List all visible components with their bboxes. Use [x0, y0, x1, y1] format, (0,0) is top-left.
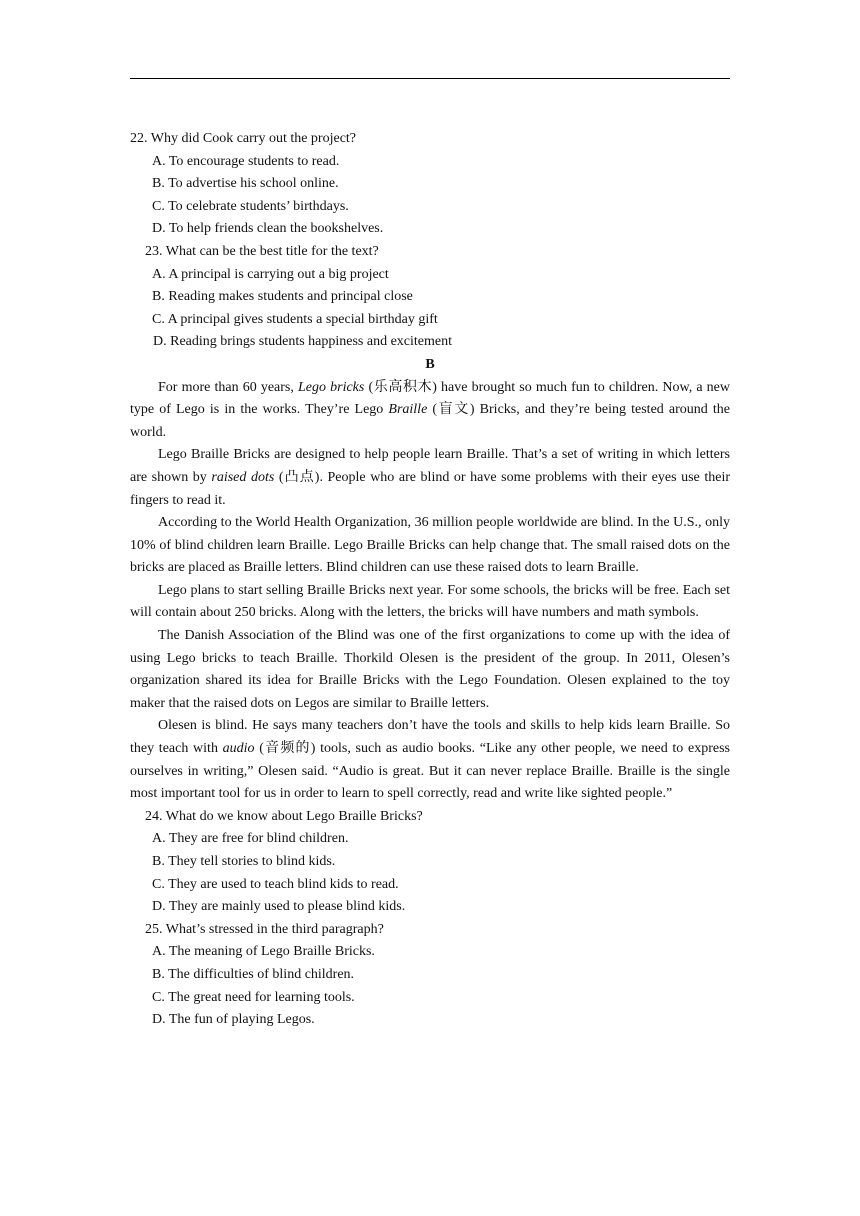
question-25-option-b: B. The difficulties of blind children.: [152, 966, 355, 982]
p1-text-b: (乐高积木) have brought so much fun to children. Now, a new type of Lego is in the works. They’re Lego: [130, 379, 730, 418]
question-22-stem: 22. Why did Cook carry out the project?: [130, 131, 357, 146]
passage-paragraph-6: [130, 715, 730, 805]
question-25-stem: 25. What’s stressed in the third paragraph?: [145, 921, 384, 937]
p6-text-a: Olesen is blind. He says many teachers don’t have the tools and skills to help kids learn Braille. So they teach with: [130, 718, 730, 757]
p6-term-audio: audio: [222, 741, 255, 757]
header-rule: [130, 78, 730, 79]
p1-term-braille: Braille: [388, 402, 428, 418]
p2-text-a: Lego Braille Bricks are designed to help people learn Braille. That’s a set of writing in which letters are shown by: [130, 447, 730, 485]
p1-text-c: (盲文) Bricks, and they’re being tested around the world.: [130, 402, 730, 440]
page-content: [130, 128, 730, 1032]
question-24-option-d: D. They are mainly used to please blind kids.: [152, 899, 406, 915]
p2-term-raised-dots: raised dots: [211, 469, 275, 485]
passage-paragraph-3: According to the World Health Organization, 36 million people worldwide are blind. In the U.S., only 10% of blind children learn Braille. Lego Braille Bricks can help change that. The small raised dots on the bricks are placed as Braille letters. Blind children can use these raised dots to learn Braille.: [130, 515, 730, 576]
question-25-option-c: C. The great need for learning tools.: [152, 989, 355, 1005]
p2-text-b: (凸点). People who are blind or have some problems with their eyes use their fingers to read it.: [130, 469, 731, 508]
question-23-option-c: C. A principal gives students a special birthday gift: [152, 311, 438, 327]
question-22-option-c: C. To celebrate students’ birthdays.: [152, 198, 349, 214]
section-b-label: B: [425, 356, 435, 372]
question-22-option-b: B. To advertise his school online.: [152, 176, 339, 192]
question-23-stem: 23. What can be the best title for the text?: [145, 243, 379, 259]
question-24-stem: 24. What do we know about Lego Braille Bricks?: [145, 808, 423, 824]
question-25-option-a: A. The meaning of Lego Braille Bricks.: [152, 944, 375, 960]
question-22-option-d: D. To help friends clean the bookshelves.: [152, 221, 384, 237]
question-23-option-b: B. Reading makes students and principal close: [152, 289, 413, 305]
question-23-option-d: D. Reading brings students happiness and excitement: [153, 334, 452, 350]
question-24-option-a: A. They are free for blind children.: [152, 831, 349, 847]
passage-paragraph-2: [130, 444, 730, 512]
question-23-option-a: A. A principal is carrying out a big project: [152, 266, 389, 282]
question-22-option-a: A. To encourage students to read.: [152, 153, 340, 169]
p1-term-lego-bricks: Lego bricks: [298, 379, 365, 395]
passage-paragraph-5: The Danish Association of the Blind was one of the first organizations to come up with the idea of using Lego bricks to teach Braille. Thorkild Olesen is the president of the group. In 2011, Olesen’s organization shared its idea for Braille Bricks with the Lego Foundation. Olesen explained to the toy maker that the raised dots on Legos are similar to Braille letters.: [130, 628, 730, 711]
p6-text-b: (音频的) tools, such as audio books. “Like any other people, we need to express ourselves in writing,” Olesen said. “Audio is great. But it can never replace Braille. Braille is the single most important tool for us in order to learn to spell correctly, read and write like sighted people.”: [130, 741, 730, 802]
question-25-option-d: D. The fun of playing Legos.: [152, 1012, 315, 1028]
question-24-option-c: C. They are used to teach blind kids to read.: [152, 876, 399, 892]
question-24-option-b: B. They tell stories to blind kids.: [152, 854, 336, 869]
p1-text-a: For more than 60 years,: [158, 379, 298, 395]
passage-paragraph-4: Lego plans to start selling Braille Bricks next year. For some schools, the bricks will be free. Each set will contain about 250 bricks. Along with the letters, the bricks will have numbers and math symbols.: [130, 582, 730, 621]
passage-paragraph-1: [130, 377, 730, 445]
